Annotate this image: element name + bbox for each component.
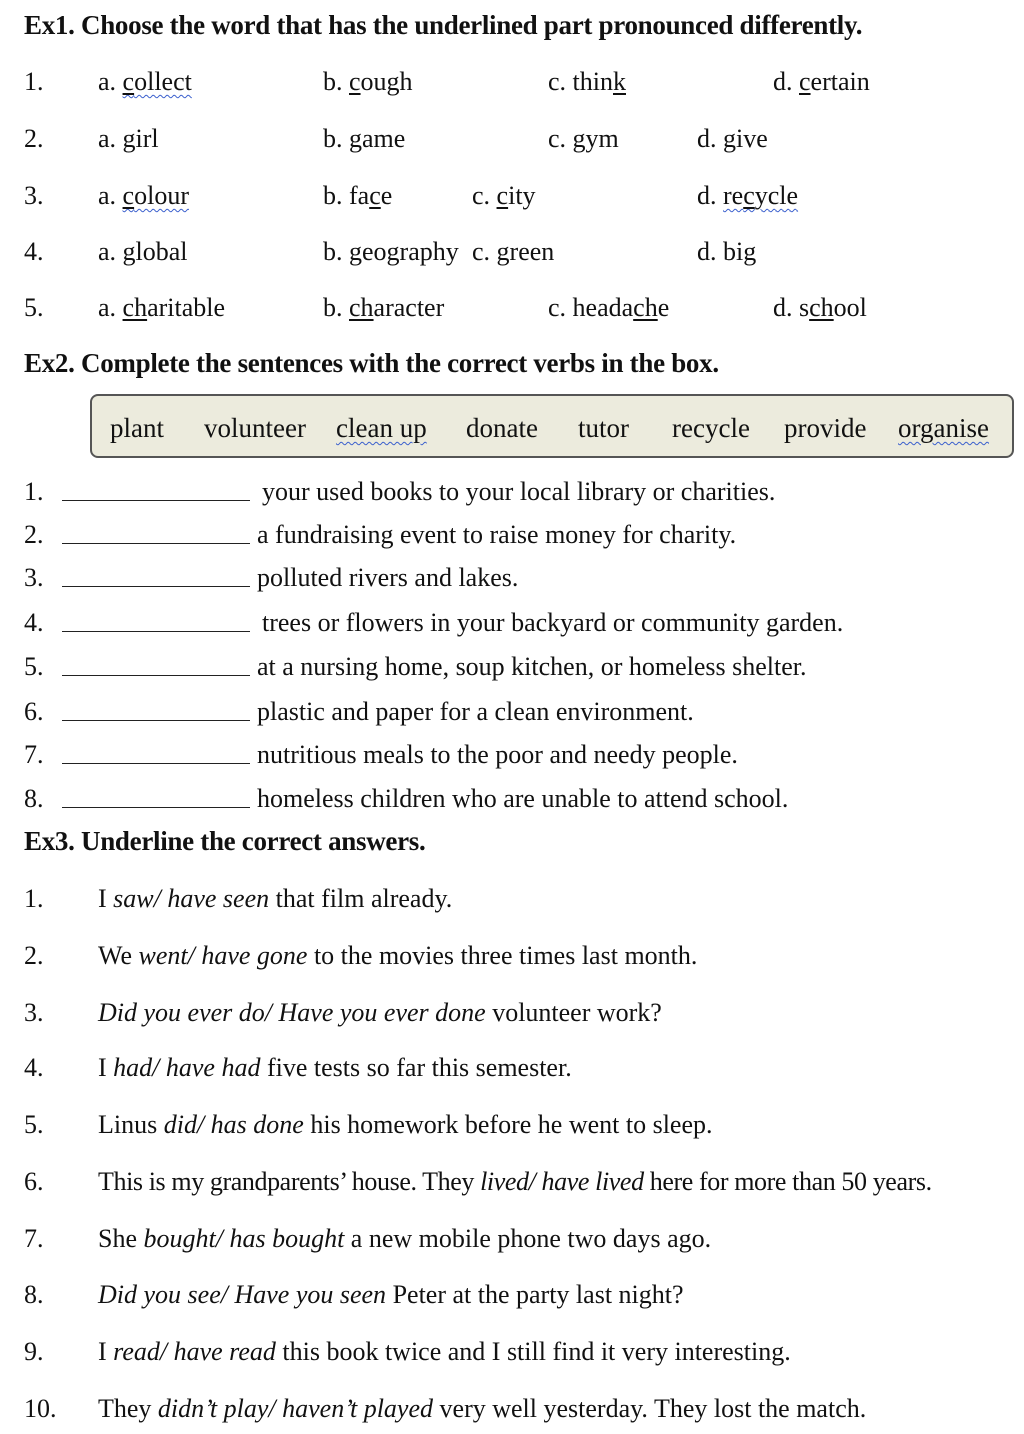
sentence-text: a fundraising event to raise money for charity.	[257, 520, 737, 549]
sentence-text: plastic and paper for a clean environment.	[257, 697, 694, 726]
ex3-item	[0, 879, 1024, 919]
ex1-item	[0, 176, 1024, 216]
item-number: 10.	[24, 1394, 57, 1423]
answer-blank[interactable]	[62, 543, 250, 544]
sentence-text: homeless children who are unable to attend school.	[257, 784, 789, 813]
sentence-text: I had/ have had five tests so far this semester.	[98, 1053, 572, 1082]
ex2-item	[0, 647, 1024, 687]
ex3-item	[0, 1275, 1024, 1315]
sentence-text: nutritious meals to the poor and needy people.	[257, 740, 738, 769]
item-number: 3.	[24, 181, 44, 210]
ex2-item	[0, 515, 1024, 555]
item-number: 4.	[24, 237, 44, 266]
answer-options[interactable]: saw/ have seen	[113, 884, 270, 913]
word-box	[90, 394, 1014, 458]
item-number: 4.	[24, 1053, 44, 1082]
option-c: c. think	[548, 67, 626, 96]
item-number: 6.	[24, 697, 44, 726]
option-c: c. green	[472, 237, 555, 266]
ex3-heading: Ex3. Underline the correct answers.	[24, 826, 426, 856]
box-word: donate	[466, 413, 538, 443]
answer-options[interactable]: didn’t play/ haven’t played	[157, 1394, 434, 1423]
option-d: d. big	[697, 237, 757, 266]
sentence-text: Did you ever do/ Have you ever done volunteer work?	[98, 998, 662, 1027]
item-number: 2.	[24, 941, 44, 970]
answer-blank[interactable]	[62, 675, 250, 676]
item-number: 1.	[24, 884, 44, 913]
ex3-item	[0, 1105, 1024, 1145]
ex2-item	[0, 603, 1024, 643]
answer-options[interactable]: had/ have had	[113, 1053, 261, 1082]
answer-blank[interactable]	[62, 631, 250, 632]
option-d: d. certain	[773, 67, 870, 96]
item-number: 5.	[24, 652, 44, 681]
option-b: b. face	[323, 181, 393, 210]
option-b: b. geography	[323, 237, 459, 266]
answer-options[interactable]: went/ have gone	[138, 941, 308, 970]
answer-blank[interactable]	[62, 720, 250, 721]
ex1-item	[0, 232, 1024, 272]
item-number: 8.	[24, 1280, 44, 1309]
answer-blank[interactable]	[62, 763, 250, 764]
option-a: a. global	[98, 237, 188, 266]
ex3-item	[0, 1162, 1024, 1202]
sentence-text: polluted rivers and lakes.	[257, 563, 519, 592]
item-number: 5.	[24, 293, 44, 322]
box-word: plant	[110, 413, 164, 443]
sentence-text: This is my grandparents’ house. They lived/ have lived here for more than 50 years.	[98, 1167, 932, 1196]
item-number: 9.	[24, 1337, 44, 1366]
answer-options[interactable]: lived/ have lived	[480, 1167, 644, 1196]
box-word: organise	[898, 413, 989, 443]
ex2-item	[0, 735, 1024, 775]
option-b: b. game	[323, 124, 406, 153]
ex3-item	[0, 1219, 1024, 1259]
item-number: 6.	[24, 1167, 44, 1196]
ex2-item	[0, 558, 1024, 598]
box-word: provide	[784, 413, 867, 443]
answer-options[interactable]: bought/ has bought	[143, 1224, 345, 1253]
sentence-text: trees or flowers in your backyard or community garden.	[262, 608, 844, 637]
sentence-text: Linus did/ has done his homework before he went to sleep.	[98, 1110, 713, 1139]
answer-blank[interactable]	[62, 586, 250, 587]
option-b: b. cough	[323, 67, 413, 96]
answer-blank[interactable]	[62, 500, 250, 501]
item-number: 2.	[24, 520, 44, 549]
option-a: a. girl	[98, 124, 159, 153]
ex2-item	[0, 692, 1024, 732]
option-a: a. collect	[98, 67, 192, 96]
sentence-text: Did you see/ Have you seen Peter at the party last night?	[98, 1280, 684, 1309]
answer-options[interactable]: read/ have read	[113, 1337, 276, 1366]
sentence-text: She bought/ has bought a new mobile phone two days ago.	[98, 1224, 712, 1253]
item-number: 2.	[24, 124, 44, 153]
ex1-item	[0, 119, 1024, 159]
item-number: 4.	[24, 608, 44, 637]
box-word: volunteer	[204, 413, 306, 443]
ex2-item	[0, 779, 1024, 819]
answer-options[interactable]: Did you ever do/ Have you ever done	[98, 998, 486, 1027]
item-number: 7.	[24, 740, 44, 769]
item-number: 8.	[24, 784, 44, 813]
item-number: 3.	[24, 998, 44, 1027]
item-number: 1.	[24, 477, 44, 506]
option-d: d. recycle	[697, 181, 799, 210]
item-number: 3.	[24, 563, 44, 592]
item-number: 7.	[24, 1224, 44, 1253]
option-c: c. city	[472, 181, 536, 210]
ex2-item	[0, 472, 1024, 512]
answer-options[interactable]: did/ has done	[163, 1110, 304, 1139]
option-c: c. headache	[548, 293, 670, 322]
ex3-item	[0, 1389, 1024, 1429]
option-c: c. gym	[548, 124, 619, 153]
ex2-heading: Ex2. Complete the sentences with the correct verbs in the box.	[24, 348, 719, 378]
ex3-item	[0, 993, 1024, 1033]
answer-blank[interactable]	[62, 807, 250, 808]
ex3-item	[0, 1332, 1024, 1372]
option-a: a. charitable	[98, 293, 226, 322]
option-d: d. give	[697, 124, 768, 153]
ex1-heading: Ex1. Choose the word that has the underlined part pronounced differently.	[24, 10, 863, 40]
sentence-text: I read/ have read this book twice and I still find it very interesting.	[98, 1337, 791, 1366]
option-a: a. colour	[98, 181, 189, 210]
sentence-text: at a nursing home, soup kitchen, or homeless shelter.	[257, 652, 807, 681]
box-word: tutor	[578, 413, 629, 443]
box-word: clean up	[336, 413, 427, 443]
ex3-item	[0, 1048, 1024, 1088]
sentence-text: We went/ have gone to the movies three times last month.	[98, 941, 698, 970]
option-b: b. character	[323, 293, 445, 322]
item-number: 1.	[24, 67, 44, 96]
ex1-item	[0, 62, 1024, 102]
ex1-item	[0, 288, 1024, 328]
ex3-item	[0, 936, 1024, 976]
answer-options[interactable]: Did you see/ Have you seen	[98, 1280, 387, 1309]
sentence-text: your used books to your local library or charities.	[262, 477, 776, 506]
sentence-text: They didn’t play/ haven’t played very well yesterday. They lost the match.	[98, 1394, 867, 1423]
sentence-text: I saw/ have seen that film already.	[98, 884, 453, 913]
item-number: 5.	[24, 1110, 44, 1139]
box-word: recycle	[672, 413, 750, 443]
option-d: d. school	[773, 293, 867, 322]
